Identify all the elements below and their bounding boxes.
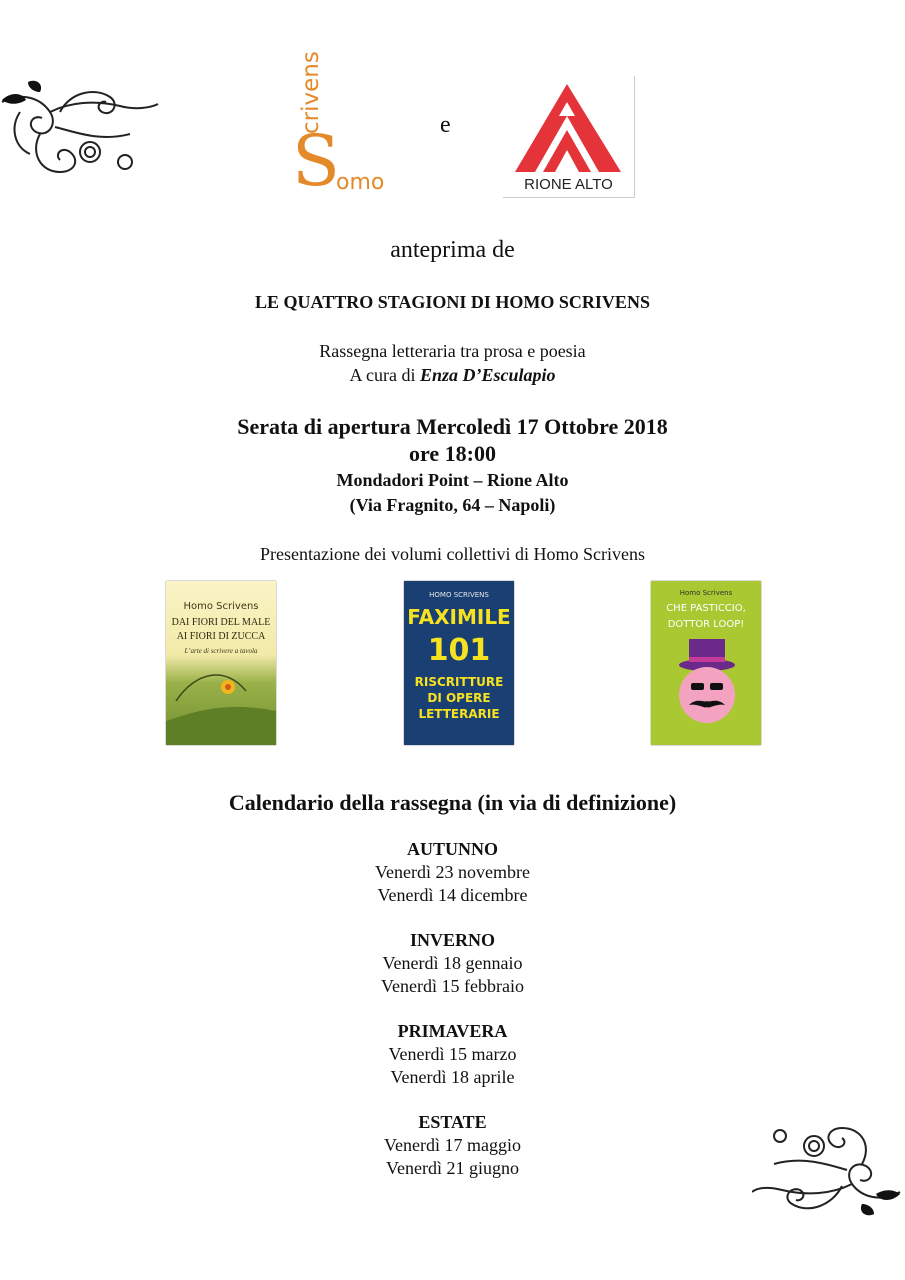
logo-text-crivens: crivens [298,51,324,134]
rione-alto-mark [503,76,634,176]
curator-prefix: A cura di [349,365,420,385]
event-subtitle: Rassegna letteraria tra prosa e poesia [319,341,586,361]
swirl-ornament-bottom-right [752,1122,902,1227]
conjunction-text: e [440,112,451,138]
calendar-heading: Calendario della rassegna (in via di definizione) [228,790,677,815]
book-publisher: Homo Scrivens [679,589,733,597]
season-autunno: AUTUNNO [406,839,498,859]
flower-illustration [166,661,276,745]
season-primavera: PRIMAVERA [397,1021,508,1041]
book-title-line: AI FIORI DI ZUCCA [176,631,266,642]
book-publisher: Homo Scrivens [183,601,259,612]
book-title-line: DOTTOR LOOP! [667,619,745,630]
season-date: Venerdì 18 aprile [390,1067,515,1087]
opening-time: ore 18:00 [409,441,496,466]
logo-letter-s: S [292,120,340,202]
rione-alto-logo [503,76,635,198]
season-date: Venerdì 23 novembre [375,862,530,882]
season-date: Venerdì 15 febbraio [381,976,524,996]
book-subtitle: L’arte di scrivere a tavola [184,647,258,655]
book-cover-faximile [404,581,514,745]
logo-text-omo: omo [336,170,385,195]
season-inverno: INVERNO [409,930,495,950]
book-title-line: DAI FIORI DEL MALE [171,617,271,628]
curator-name: Enza D’Esculapio [419,365,556,385]
event-title: LE QUATTRO STAGIONI DI HOMO SCRIVENS [255,292,650,312]
season-date: Venerdì 17 maggio [384,1135,521,1155]
book-publisher: HOMO SCRIVENS [429,591,489,599]
season-date: Venerdì 14 dicembre [377,885,528,905]
book-title-line: FAXIMILE [407,605,511,629]
venue-name: Mondadori Point – Rione Alto [336,470,569,490]
season-date: Venerdì 15 marzo [388,1044,517,1064]
opening-date: Serata di apertura Mercoledì 17 Ottobre 2018 [237,414,668,439]
presentation-text: Presentazione dei volumi collettivi di Homo Scrivens [260,544,645,564]
rione-alto-label: RIONE ALTO [524,176,613,193]
curator-line [0,365,905,386]
book-cover-pasticcio [651,581,761,745]
swirl-ornament-top-left [0,72,160,182]
venue-address: (Via Fragnito, 64 – Napoli) [349,495,556,515]
book-title-line: DI OPERE [427,691,491,705]
season-estate: ESTATE [418,1112,487,1132]
book-title-line: CHE PASTICCIO, [666,603,746,614]
season-date: Venerdì 18 gennaio [382,953,523,973]
book-title-line: RISCRITTURE [414,675,504,689]
book-cover-fiori [166,581,276,745]
season-date: Venerdì 21 giugno [386,1158,519,1178]
doctor-loop-illustration [651,633,761,745]
homo-scrivens-logo [292,51,392,206]
book-title-line: LETTERARIE [418,707,500,721]
intro-text: anteprima de [390,237,515,263]
book-title-number: 101 [427,633,491,668]
